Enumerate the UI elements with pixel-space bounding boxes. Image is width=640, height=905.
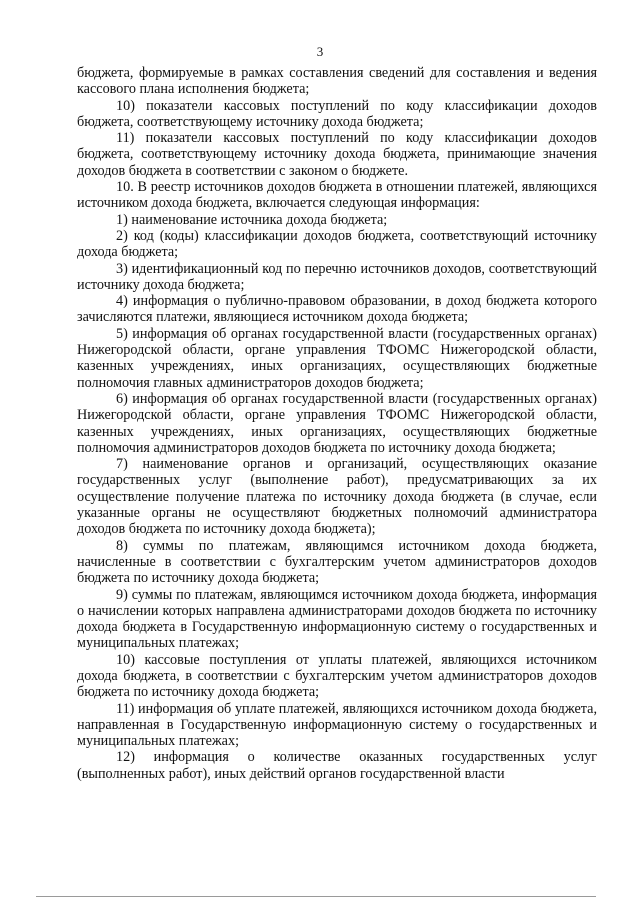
paragraph-list-item-9: 9) суммы по платежам, являющимся источником дохода бюджета, информация о начислении которых направлена администраторами доходов бюджета по источнику дохода бюджета в Государственную информационную систему о государственных и муниципальных платежах;: [77, 586, 597, 652]
paragraph-section-10: 10. В реестр источников доходов бюджета в отношении платежей, являющихся источником дохода бюджета, включается следующая информация:: [77, 179, 597, 212]
paragraph-list-item-6: 6) информация об органах государственной власти (государственных органах) Нижегородской области, органе управления ТФОМС Нижегородской области, казенных учреждениях, иных организациях, осуществляющих бюджетные полномочия администраторов доходов бюджета по источнику дохода бюджета;: [77, 390, 597, 456]
paragraph-list-item-10: 10) кассовые поступления от уплаты платежей, являющихся источником дохода бюджета, в соответствии с бухгалтерским учетом администраторов доходов бюджета по источнику дохода бюджета;: [77, 651, 597, 701]
page-number: 3: [316, 44, 324, 59]
paragraph-continuation: бюджета, формируемые в рамках составления сведений для составления и ведения кассового плана исполнения бюджета;: [77, 65, 597, 98]
paragraph-list-item-1: 1) наименование источника дохода бюджета;: [116, 211, 388, 228]
paragraph-list-item-12: 12) информация о количестве оказанных государственных услуг (выполненных работ), иных действий органов государственной власти: [77, 749, 597, 782]
paragraph-list-item-8: 8) суммы по платежам, являющимся источником дохода бюджета, начисленные в соответствии с бухгалтерским учетом администраторов доходов бюджета по источнику дохода бюджета;: [77, 537, 597, 587]
paragraph-list-item-2: 2) код (коды) классификации доходов бюджета, соответствующий источнику дохода бюджета;: [77, 227, 597, 261]
paragraph-list-item-11: 11) информация об уплате платежей, являющихся источником дохода бюджета, направленная в Государственную информационную систему о государственных и муниципальных платежах;: [77, 700, 597, 750]
paragraph-item-11: 11) показатели кассовых поступлений по коду классификации доходов бюджета, соответствующему источнику дохода бюджета, принимающие значения доходов бюджета в соответствии с законом о бюджете.: [77, 130, 597, 179]
paragraph-list-item-5: 5) информация об органах государственной власти (государственных органах) Нижегородской области, органе управления ТФОМС Нижегородской области, казенных учреждениях, иных организациях, осуществляющих бюджетные полномочия главных администраторов доходов бюджета;: [77, 325, 597, 391]
paragraph-list-item-7: 7) наименование органов и организаций, осуществляющих оказание государственных услуг (выполнение работ), предусматривающих за их осуществление получение платежа по источнику дохода бюджета (в случае, если указанные органы не осуществляют бюджетных полномочий администратора доходов бюджета по источнику дохода бюджета);: [77, 456, 597, 538]
paragraph-list-item-4: 4) информация о публично-правовом образовании, в доход бюджета которого зачисляются платежи, являющиеся источником дохода бюджета;: [77, 293, 597, 326]
paragraph-list-item-3: 3) идентификационный код по перечню источников доходов, соответствующий источнику дохода бюджета;: [77, 260, 597, 293]
bottom-divider: [36, 896, 596, 897]
document-body: [77, 65, 597, 782]
paragraph-item-10: 10) показатели кассовых поступлений по коду классификации доходов бюджета, соответствующему источнику дохода бюджета;: [77, 97, 597, 130]
